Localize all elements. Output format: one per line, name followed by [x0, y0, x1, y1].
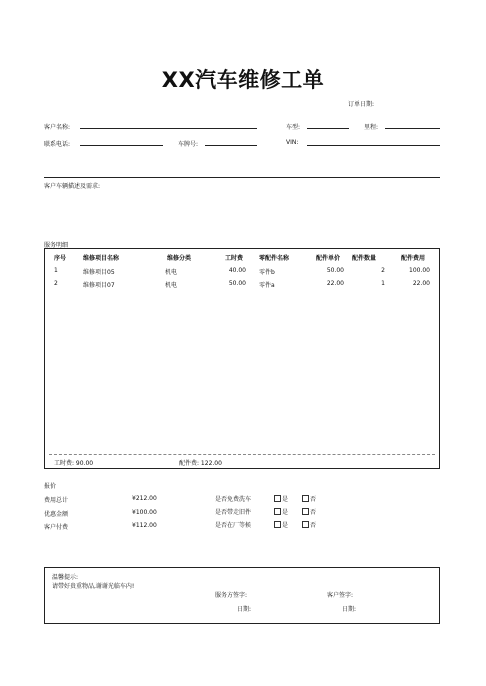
- checkbox-icon: [274, 508, 281, 515]
- table-cell: 1: [381, 280, 385, 287]
- quote-total-value: ¥212.00: [132, 495, 157, 502]
- checkbox-icon: [302, 508, 309, 515]
- service-label: 服务明细: [44, 242, 69, 249]
- customer-name-label: 客户名称:: [44, 124, 71, 131]
- service-table: [44, 248, 440, 469]
- table-cell: 零件b: [259, 269, 275, 276]
- service-sign-label: 服务方签字:: [215, 592, 248, 599]
- plate-field[interactable]: [205, 145, 257, 146]
- table-cell: 零件a: [259, 282, 275, 289]
- quote-pay-value: ¥112.00: [132, 522, 157, 529]
- col-header-unit-price: 配件单价: [316, 255, 341, 262]
- checkbox-icon: [302, 495, 309, 502]
- quote-discount-value: ¥100.00: [132, 509, 157, 516]
- table-cell: 50.00: [326, 267, 344, 274]
- option-wait-no[interactable]: 否: [302, 520, 316, 529]
- customer-date-label: 日期:: [342, 606, 357, 613]
- phone-field[interactable]: [80, 145, 163, 146]
- customer-name-field[interactable]: [80, 128, 257, 129]
- table-cell: 40.00: [228, 267, 246, 274]
- quote-pay-label: 客户付费: [44, 524, 69, 531]
- order-date-label: 订单日期:: [348, 101, 375, 108]
- table-cell: 机电: [165, 282, 178, 289]
- col-header-no: 序号: [54, 255, 67, 262]
- option-wait-label: 是否在厂等候: [215, 522, 252, 529]
- labor-total: 工时费: 90.00: [54, 460, 94, 467]
- parts-total: 配件费: 122.00: [179, 460, 222, 467]
- divider: [44, 177, 440, 178]
- option-wash-label: 是否免费洗车: [215, 496, 252, 503]
- page-title: XX汽车维修工单: [161, 68, 325, 92]
- quote-discount-label: 优惠金额: [44, 511, 69, 518]
- col-header-item: 维修项目名称: [83, 255, 120, 262]
- plate-label: 车牌号:: [178, 141, 199, 148]
- table-cell: 机电: [165, 269, 178, 276]
- problem-label: 客户车辆描述及需求:: [44, 183, 101, 190]
- checkbox-icon: [274, 495, 281, 502]
- option-oldparts-no[interactable]: 否: [302, 507, 316, 516]
- col-header-part: 零配件名称: [259, 255, 290, 262]
- notice-box: [44, 567, 440, 624]
- option-wash-no[interactable]: 否: [302, 494, 316, 503]
- col-header-cost: 配件费用: [401, 255, 426, 262]
- totals-divider: [49, 454, 435, 455]
- mileage-field[interactable]: [385, 128, 440, 129]
- quote-total-label: 费用总计: [44, 497, 69, 504]
- vin-field[interactable]: [307, 145, 440, 146]
- option-oldparts-label: 是否带走旧件: [215, 509, 252, 516]
- option-wait-yes[interactable]: 是: [274, 520, 288, 529]
- table-cell: 50.00: [228, 280, 246, 287]
- notice-title: 温馨提示:: [52, 574, 79, 581]
- car-model-label: 车型:: [286, 124, 301, 131]
- col-header-qty: 配件数量: [352, 255, 377, 262]
- table-cell: 维修项目05: [83, 269, 115, 276]
- customer-sign-label: 客户签字:: [327, 592, 354, 599]
- quote-label: 报价: [44, 483, 57, 490]
- vin-label: VIN:: [286, 139, 299, 146]
- table-cell: 100.00: [409, 267, 430, 274]
- service-date-label: 日期:: [237, 606, 252, 613]
- checkbox-icon: [302, 521, 309, 528]
- col-header-category: 维修分类: [167, 255, 192, 262]
- notice-text: 请带好贵重物品,谢谢光临车内!: [52, 583, 135, 590]
- option-oldparts-yes[interactable]: 是: [274, 507, 288, 516]
- checkbox-icon: [274, 521, 281, 528]
- table-cell: 22.00: [412, 280, 430, 287]
- mileage-label: 里程:: [364, 124, 379, 131]
- phone-label: 联系电话:: [44, 141, 71, 148]
- option-wash-yes[interactable]: 是: [274, 494, 288, 503]
- table-cell: 22.00: [326, 280, 344, 287]
- table-cell: 1: [54, 267, 58, 274]
- table-cell: 维修项目07: [83, 282, 115, 289]
- col-header-labor: 工时费: [225, 255, 244, 262]
- car-model-field[interactable]: [307, 128, 349, 129]
- table-cell: 2: [54, 280, 58, 287]
- table-cell: 2: [381, 267, 385, 274]
